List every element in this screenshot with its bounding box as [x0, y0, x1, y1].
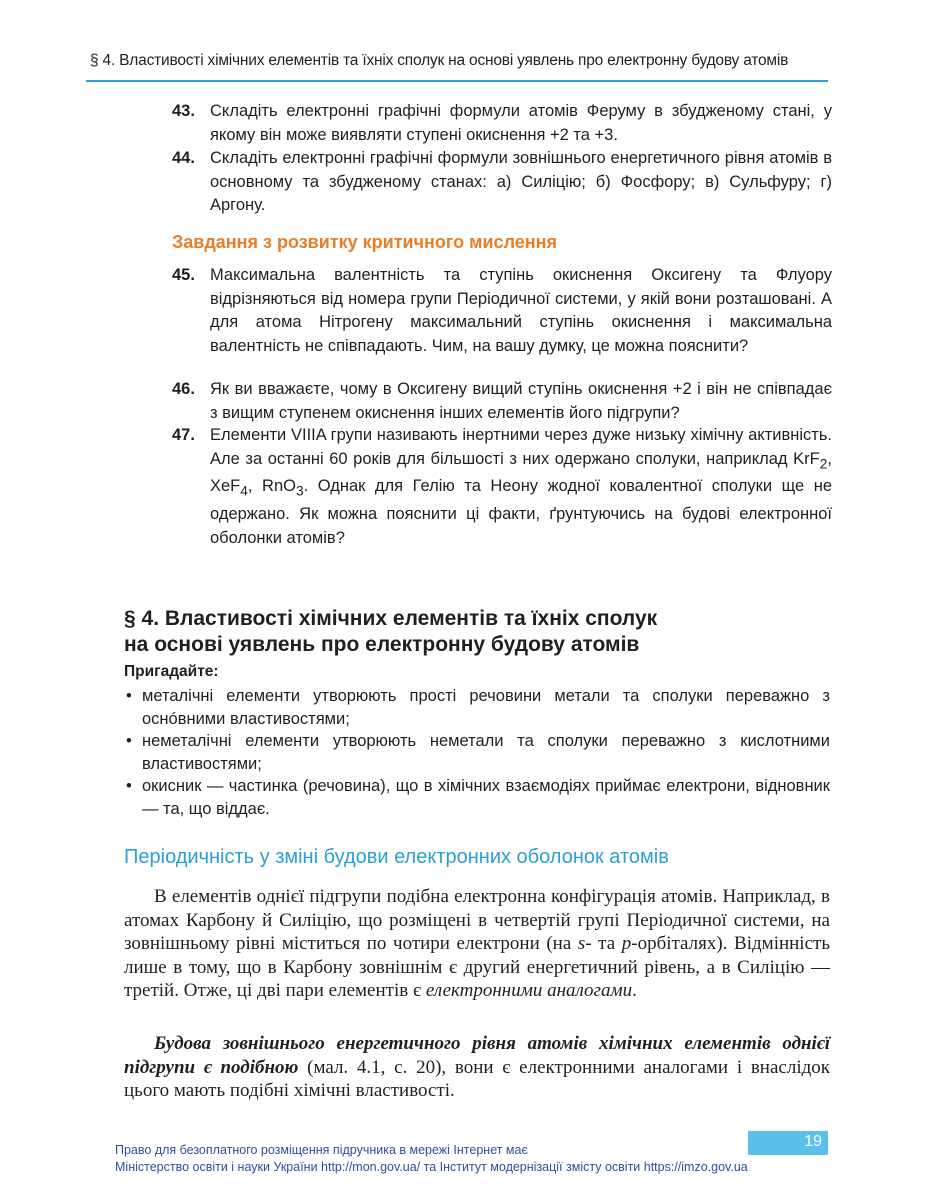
paragraph-1: В елементів однієї підгрупи подібна електронна конфігурація атомів. Наприклад, в атомах Карбону й Силіцію, що розміщені в четвертій групі Періодичної системи, на зовнішньому рівні міститься по чотири електрони (на s- та p-орбіталях). Відмінність лише в тому, що в Карбону зовнішнім є другий енергетичний рівень, а в Силіцію — третій. Отже, ці дві пари елементів є електронними аналогами.: [124, 886, 830, 1002]
task-number: 44.: [172, 149, 195, 167]
footer: [115, 1142, 748, 1176]
footer-line-2: Міністерство освіти і науки України http://mon.gov.ua/ та Інститут модернізації змісту освіти https://imzo.gov.ua: [115, 1160, 748, 1174]
task-number: 46.: [172, 380, 195, 398]
running-head: § 4. Властивості хімічних елементів та їхніх сполук на основі уявлень про електронну будову атомів: [90, 52, 789, 69]
task-number: 47.: [172, 426, 195, 444]
task-text: Як ви вважаєте, чому в Оксигену вищий ступінь окиснення +2 і він не співпадає з вищим ступенем окиснення інших елементів його підгрупи?: [210, 380, 832, 422]
task-number: 45.: [172, 266, 195, 284]
recall-list: [124, 685, 830, 820]
paragraph-2: Будова зовнішнього енергетичного рівня атомів хімічних елементів однієї підгрупи є подібною (мал. 4.1, с. 20), вони є електронними аналогами і внаслідок цього мають подібні хімічні властивості.: [124, 1033, 830, 1102]
header-divider: [86, 80, 828, 82]
section-title: [124, 606, 844, 658]
recall-label: Пригадайте:: [124, 663, 219, 680]
task-text: Складіть електронні графічні формули атомів Феруму в збудженому стані, у якому він може виявляти ступені окиснення +2 та +3.: [210, 102, 832, 144]
page-number: 19: [804, 1133, 822, 1150]
bullet-icon: •: [126, 732, 132, 750]
critical-thinking-heading: Завдання з розвитку критичного мислення: [172, 232, 558, 252]
task-46: [172, 378, 832, 425]
key-statement: Будова зовнішнього енергетичного рівня атомів хімічних елементів однієї підгрупи є подібною: [124, 1033, 830, 1078]
term-electronic-analogs: електронними аналогами: [425, 980, 633, 1002]
list-item: • неметалічні елементи утворюють неметали та сполуки переважно з кислотними властивостями;: [126, 732, 830, 773]
list-item: • металічні елементи утворюють прості речовини метали та сполуки переважно з оснóвними властивостями;: [126, 687, 830, 728]
task-43: [172, 100, 832, 147]
list-item: • окисник — частинка (речовина), що в хімічних взаємодіях приймає електрони, відновник — та, що віддає.: [126, 777, 830, 818]
task-text: Складіть електронні графічні формули зовнішнього енергетичного рівня атомів в основному та збудженому станах: а) Силіцію; б) Фосфору; в) Сульфуру; г) Аргону.: [210, 149, 832, 214]
subsection-title: Періодичність у зміні будови електронних оболонок атомів: [124, 846, 669, 868]
footer-line-1: Право для безоплатного розміщення підручника в мережі Інтернет має: [115, 1143, 528, 1157]
task-number: 43.: [172, 102, 195, 120]
bullet-icon: •: [126, 777, 132, 795]
task-44: [172, 147, 832, 218]
section-title-line-1: § 4. Властивості хімічних елементів та їхніх сполук: [124, 607, 658, 630]
task-text: Максимальна валентність та ступінь окиснення Оксигену та Флуору відрізняються від номера групи Періодичної системи, у якій вони розташовані. А для атома Нітрогену максимальний ступінь окиснення і максимальна валентність не співпадають. Чим, на вашу думку, це можна пояснити?: [210, 266, 832, 355]
bullet-icon: •: [126, 687, 132, 705]
section-title-line-2: на основі уявлень про електронну будову атомів: [124, 633, 640, 656]
task-47: [172, 424, 832, 550]
task-45: [172, 264, 832, 358]
page-number-box: [748, 1131, 828, 1155]
task-text: Елементи VIIIA групи називають інертними через дуже низьку хімічну активність. Але за останні 60 років для більшості з них одержано сполуки, наприклад KrF$_2$, XeF$_4$, RnO$_3$. Однак для Гелію та Неону жодної ковалентної сполуки ще не одержано. Як можна пояснити ці факти, ґрунтуючись на будові електронної оболонки атомів?: [210, 426, 832, 547]
